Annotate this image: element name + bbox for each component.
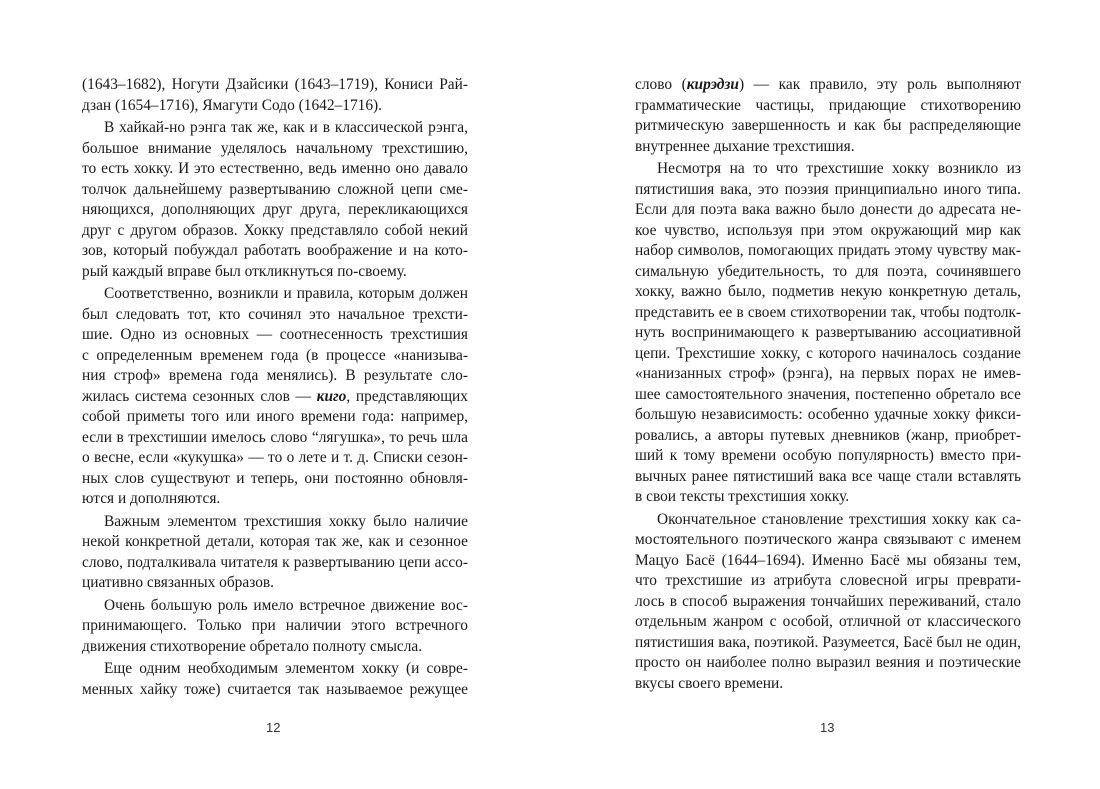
- text-line: Важным элементом трехстишия хокку было наличие: [104, 512, 468, 530]
- text-line: что трехстишие из атрибута словесной игры преврати-: [635, 572, 1021, 589]
- text-fragment: жилась система сезонных слов —: [82, 387, 317, 405]
- text-line: вычных ранее пятистиший вака все чаще стали вставлять: [635, 467, 1021, 485]
- text-line: рый каждый вправе был откликнуться по-своему.: [82, 262, 407, 280]
- text-line: лось в способ выражения тончайших переживаний, стало: [635, 592, 1021, 610]
- page-number-right: 13: [820, 720, 835, 735]
- text-line: набор символов, помогающих придать этому чувству мак-: [635, 242, 1021, 259]
- text-line: то есть хокку. И это естественно, ведь именно оно давало: [82, 160, 468, 177]
- text-line: ший к тому времени особую популярность) вместо при-: [635, 447, 1021, 464]
- text-line: большое внимание уделялось начальному трехстишию,: [82, 139, 468, 157]
- page-number-left: 12: [266, 720, 281, 735]
- text-fragment: ) — как правило, эту роль выполняют: [739, 76, 1021, 93]
- text-line: пятистишия вака, поэтикой. Разумеется, Басё был не один,: [635, 633, 1021, 651]
- text-line: В хайкай-но рэнга так же, как и в классической рэнга,: [104, 119, 468, 136]
- text-line: ровались, а авторы путевых дневников (жанр, приобрет-: [635, 426, 1021, 444]
- text-line: слово, подталкивала читателя к развертыванию цепи ассо-: [82, 553, 468, 571]
- text-line: Если для поэта вака важно было донести до адресата не-: [635, 201, 1021, 218]
- text-line: дзан (1654–1716), Ямагути Содо (1642–1716).: [82, 96, 383, 114]
- text-line: собой приметы того или иного времени года: например,: [82, 408, 468, 425]
- text-line: мостоятельного поэтического жанра связывают с именем: [635, 531, 1021, 548]
- text-line: няющихся, дополняющих друг друга, перекликающихся: [82, 201, 468, 218]
- text-line: движения стихотворение обретало полноту смысла.: [82, 637, 423, 655]
- text-line: некой конкретной детали, которая так же, как и сезонное: [82, 533, 468, 550]
- text-line: менных хайку тоже) считается так называемое режущее: [82, 680, 468, 698]
- text-line: ных слов существуют и теперь, они постоянно обновля-: [82, 469, 468, 487]
- right-page: [635, 75, 1021, 694]
- text-line: внутреннее дыхание трехстишия.: [635, 137, 855, 155]
- text-line: Окончательное становление трехстишия хокку как са-: [657, 510, 1021, 528]
- text-line: в свои тексты трехстишия хокку.: [635, 488, 850, 505]
- japanese-term: кирэдзи: [686, 76, 739, 93]
- text-line: вкусы своего времени.: [635, 674, 784, 692]
- text-line: шее самостоятельного значения, постепенно обретало все: [635, 385, 1021, 403]
- text-line: нуть воспринимающего к развертыванию ассоциативной: [635, 324, 1021, 341]
- left-page: [82, 75, 468, 700]
- text-line: Соответственно, возникли и правила, которым должен: [104, 285, 468, 302]
- text-line: Несмотря на то что трехстишие хокку возникло из: [657, 160, 1021, 177]
- text-line: циативно связанных образов.: [82, 574, 275, 591]
- text-line: представить ее в своем стихотворении так, чтобы подтолк-: [635, 303, 1021, 321]
- text-line: Очень большую роль имело встречное движение вос-: [104, 596, 468, 614]
- text-line: пятистишия вака, это поэзия принципиально иного типа.: [635, 180, 1021, 198]
- text-line: просто он наиболее полно выразил веяния и поэтические: [635, 654, 1021, 671]
- text-line: толчок дальнейшему развертыванию сложной цепи сме-: [82, 180, 468, 198]
- text-line: Мацуо Басё (1644–1694). Именно Басё мы обязаны тем,: [635, 551, 1021, 569]
- text-line: был следовать тот, кто сочинял это начальное трехсти-: [82, 305, 468, 323]
- japanese-term: киго: [316, 387, 347, 405]
- text-line: кое чувство, используя при этом окружающий мир как: [635, 221, 1021, 239]
- text-line: симальную убедительность, то для поэта, сочинявшего: [635, 262, 1021, 280]
- text-line: хокку, важно было, подметив некую конкретную деталь,: [635, 283, 1021, 300]
- text-line: большую независимость: особенно удачные хокку фикси-: [635, 406, 1021, 423]
- text-line: отдельным жанром с особой, отличной от классического: [635, 613, 1021, 630]
- text-line: «нанизанных строф» (рэнга), на первых порах не имев-: [635, 365, 1021, 382]
- text-line: шие. Одно из основных — соотнесенность трехстишия: [82, 326, 468, 343]
- text-line: ются и дополняются.: [82, 490, 221, 507]
- text-fragment: слово (: [635, 76, 687, 93]
- text-line: [82, 387, 468, 408]
- text-line: Еще одним необходимым элементом хокку (и совре-: [104, 660, 468, 677]
- text-line: грамматические частицы, придающие стихотворению: [635, 96, 1021, 114]
- text-line: [635, 75, 1021, 96]
- text-line: о весне, если «кукушка» — то о лете и т. д. Списки сезон-: [82, 449, 468, 466]
- text-line: ния строф» времена года менялись). В результате сло-: [82, 367, 468, 384]
- text-line: принимающего. Только при наличии этого встречного: [82, 617, 468, 634]
- text-fragment: , представляющих: [346, 387, 468, 405]
- text-line: ритмическую завершенность и как бы распределяющие: [635, 117, 1021, 134]
- text-line: друг с другом образов. Хокку представляло собой некий: [82, 221, 468, 239]
- text-line: если в трехстишии имелось слово “лягушка», то речь шла: [82, 428, 468, 446]
- text-line: цепи. Трехстишие хокку, с которого начиналось создание: [635, 344, 1021, 362]
- text-line: зов, который побуждал работать воображение и на кото-: [82, 242, 468, 259]
- text-line: с определенным временем года (в процессе «нанизыва-: [82, 346, 468, 364]
- text-line: (1643–1682), Ногути Дзайсики (1643–1719), Кониси Рай-: [82, 76, 468, 93]
